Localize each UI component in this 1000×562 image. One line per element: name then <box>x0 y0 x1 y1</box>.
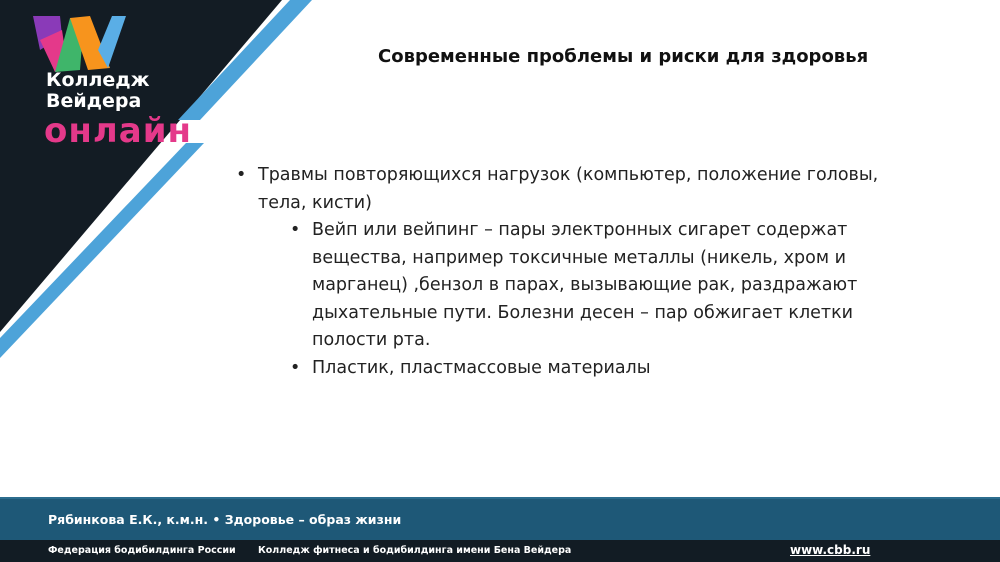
footer-org2: Колледж фитнеса и бодибилдинга имени Бена Вейдера <box>258 545 572 556</box>
logo-online: онлайн <box>44 111 193 151</box>
footer-org1: Федерация бодибилдинга России <box>48 545 236 556</box>
bullet-list <box>236 162 926 382</box>
footer-url-link[interactable]: www.cbb.ru <box>790 543 871 557</box>
sub-bullet-list <box>290 217 926 382</box>
footer-bottom-bar <box>0 540 1000 562</box>
sub-bullet-item: • Пластик, пластмассовые материалы <box>290 355 926 383</box>
bullet-text: Травмы повторяющихся нагрузок (компьютер, положение головы, тела, кисти) <box>258 165 879 213</box>
footer-author: Рябинкова Е.К., к.м.н. • Здоровье – образ жизни <box>48 512 402 527</box>
logo-line2: Вейдера <box>46 90 142 112</box>
slide-title: Современные проблемы и риски для здоровья <box>378 46 869 67</box>
sub-bullet-item: • Вейп или вейпинг – пары электронных сигарет содержат вещества, например токсичные металлы (никель, хром и марганец) ,бензол в парах, вызывающие рак, раздражают дыхательные пути. Болезни десен – пар обжигает клетки полости рта. <box>290 217 926 355</box>
footer-author-bar <box>0 497 1000 542</box>
bullet-item <box>236 162 926 382</box>
logo-line1: Колледж <box>46 69 150 91</box>
